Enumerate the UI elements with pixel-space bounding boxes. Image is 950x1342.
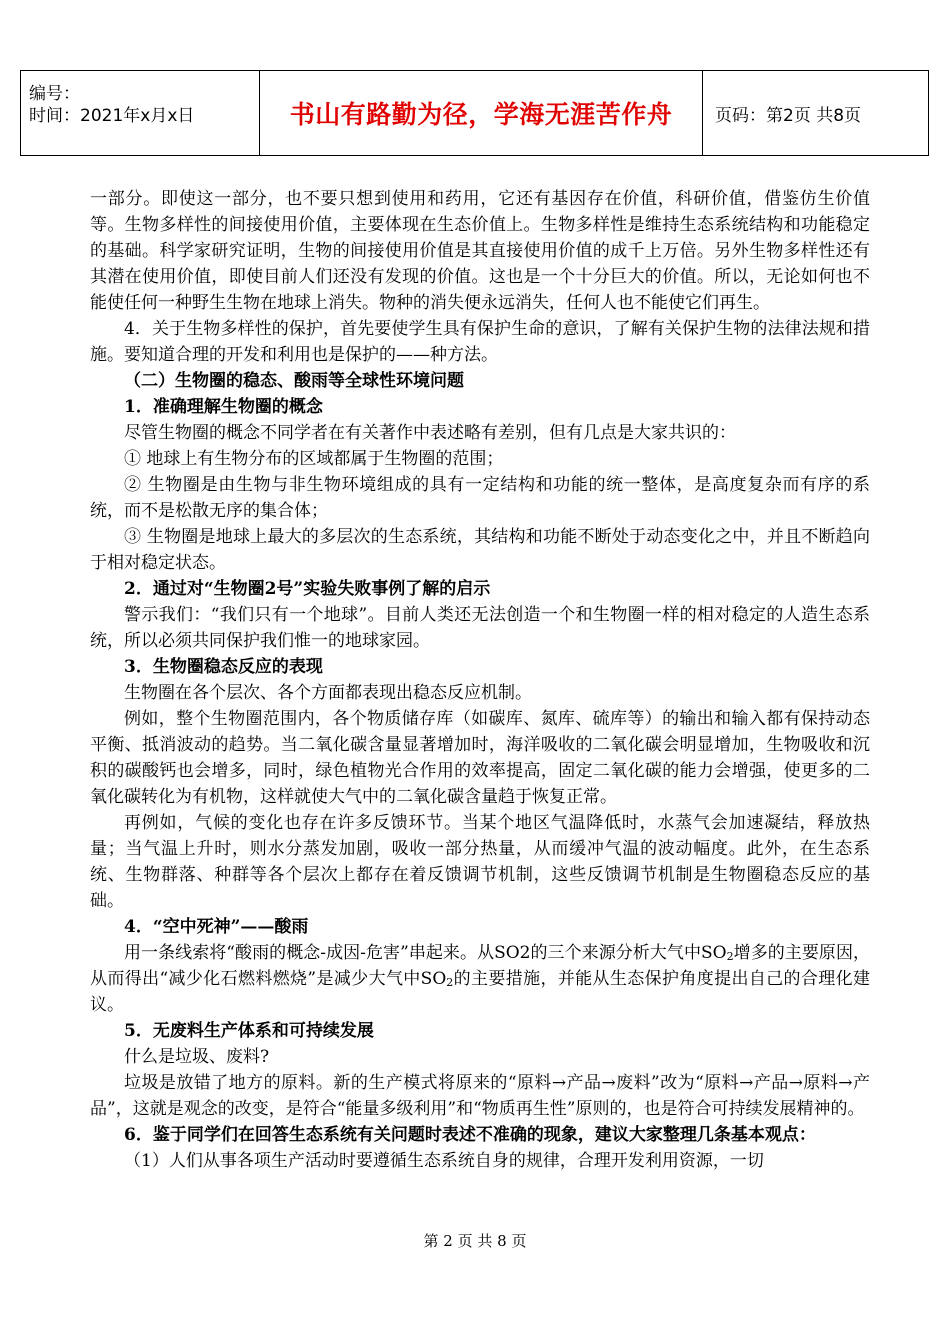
section-heading: （二）生物圈的稳态、酸雨等全球性环境问题 — [124, 371, 464, 391]
subsection-heading: 5．无废料生产体系和可持续发展 — [124, 1021, 374, 1041]
page-header — [20, 70, 929, 156]
serial-label: 编号： — [29, 84, 80, 104]
paragraph: 垃圾是放错了地方的原料。新的生产模式将原来的“原料→产品→废料”改为“原料→产品→原料→产品”，这就是观念的改变，是符合“能量多级利用”和“物质再生性”原则的，也是符合可持续发展精神的。 — [90, 1073, 870, 1119]
header-motto: 书山有路勤为径，学海无涯苦作舟 — [289, 100, 673, 129]
paragraph-acid-rain — [90, 940, 870, 1018]
paragraph: 再例如，气候的变化也存在许多反馈环节。当某个地区气温降低时，水蒸气会加速凝结，释放热量；当气温上升时，则水分蒸发加剧，吸收一部分热量，从而缓冲气温的波动幅度。此外，在生态系统、生物群落、种群等各个层次上都存在着反馈调节机制，这些反馈调节机制是生物圈稳态反应的基础。 — [90, 813, 870, 911]
text-run: 增多的主要原因，从而得出“减少化石燃料燃烧”是减少大气中SO — [90, 943, 870, 989]
text-run: 的主要措施，并能从生态保护角度提出自己的合理化建议。 — [90, 969, 871, 1015]
text-run: 用一条线索将“酸雨的概念-成因-危害”串起来。从SO2的三个来源分析大气中SO — [124, 943, 727, 963]
page-footer: 第 2 页 共 8 页 — [423, 1232, 527, 1250]
header-meta — [21, 71, 259, 155]
list-item: ① 地球上有生物分布的区域都属于生物圈的范围； — [124, 449, 504, 469]
subsection-heading: 1．准确理解生物圈的概念 — [124, 397, 323, 417]
subsection-heading: 4．“空中死神”——酸雨 — [124, 917, 309, 937]
paragraph: 一部分。即使这一部分，也不要只想到使用和药用，它还有基因存在价值，科研价值，借鉴仿生价值等。生物多样性的间接使用价值，主要体现在生态价值上。生物多样性是维持生态系统结构和功能稳定的基础。科学家研究证明，生物的间接使用价值是其直接使用价值的成千上万倍。另外生物多样性还有其潜在使用价值，即使目前人们还没有发现的价值。这也是一个十分巨大的价值。所以，无论如何也不能使任何一种野生生物在地球上消失。物种的消失便永远消失，任何人也不能使它们再生。 — [90, 189, 870, 313]
list-item: ③ 生物圈是地球上最大的多层次的生态系统，其结构和功能不断处于动态变化之中，并且不断趋向于相对稳定状态。 — [90, 527, 870, 573]
paragraph: 尽管生物圈的概念不同学者在有关著作中表述略有差别，但有几点是大家共识的： — [124, 423, 736, 443]
header-motto-cell — [259, 71, 703, 155]
paragraph: （1）人们从事各项生产活动时要遵循生态系统自身的规律，合理开发利用资源，一切 — [124, 1151, 764, 1171]
subsection-heading: 3．生物圈稳态反应的表现 — [124, 657, 323, 677]
header-page-code-cell — [703, 71, 928, 155]
paragraph: 4．关于生物多样性的保护，首先要使学生具有保护生命的意识，了解有关保护生物的法律法规和措施。要知道合理的开发和利用也是保护的——种方法。 — [90, 319, 870, 365]
list-item: ② 生物圈是由生物与非生物环境组成的具有一定结构和功能的统一整体，是高度复杂而有序的系统，而不是松散无序的集合体； — [90, 475, 870, 521]
paragraph: 例如，整个生物圈范围内，各个物质储存库（如碳库、氮库、硫库等）的输出和输入都有保持动态平衡、抵消波动的趋势。当二氧化碳含量显著增加时，海洋吸收的二氧化碳会明显增加，生物吸收和沉积的碳酸钙也会增多，同时，绿色植物光合作用的效率提高，固定二氧化碳的能力会增强，使更多的二氧化碳转化为有机物，这样就使大气中的二氧化碳含量趋于恢复正常。 — [90, 709, 870, 807]
subscript: 2 — [446, 976, 454, 989]
subscript: 2 — [726, 950, 734, 963]
document-body — [90, 186, 870, 1174]
subsection-heading: 6．鉴于同学们在回答生态系统有关问题时表述不准确的现象，建议大家整理几条基本观点： — [124, 1125, 816, 1145]
paragraph: 生物圈在各个层次、各个方面都表现出稳态反应机制。 — [124, 683, 532, 703]
paragraph: 什么是垃圾、废料? — [124, 1047, 270, 1067]
time-label: 时间：2021年x月x日 — [29, 106, 195, 126]
page-code: 页码：第2页 共8页 — [715, 105, 862, 126]
paragraph: 警示我们：“我们只有一个地球”。目前人类还无法创造一个和生物圈一样的相对稳定的人造生态系统，所以必须共同保护我们惟一的地球家园。 — [90, 605, 870, 651]
subsection-heading: 2．通过对“生物圈2号”实验失败事例了解的启示 — [124, 579, 491, 599]
